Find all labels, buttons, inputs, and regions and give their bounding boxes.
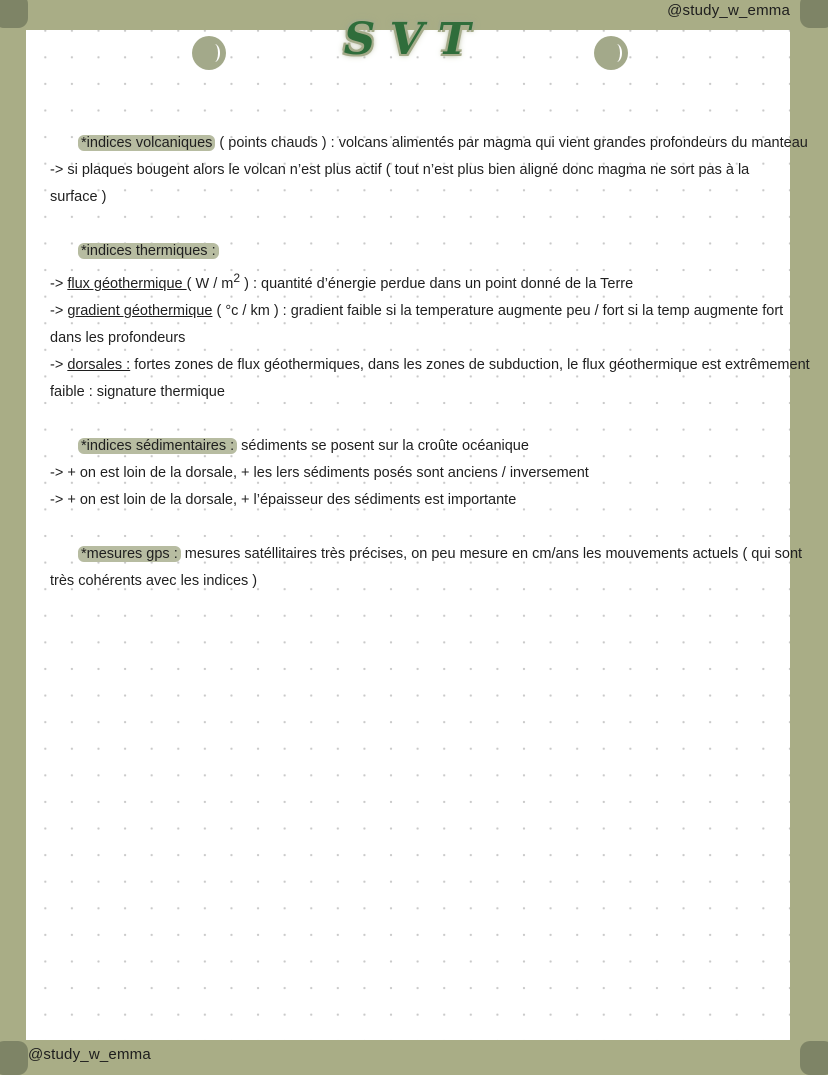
arrow: -> bbox=[50, 302, 68, 319]
bullet-line bbox=[50, 265, 792, 298]
text-line: faible : signature thermique bbox=[50, 383, 225, 400]
section-gps bbox=[50, 541, 803, 595]
bullet-line bbox=[50, 298, 792, 325]
text: ( W / m bbox=[186, 275, 234, 292]
term: flux géothermique bbox=[67, 275, 187, 292]
decorative-circle-icon bbox=[594, 36, 628, 70]
bullet-star: * bbox=[81, 135, 87, 151]
text: ( °c / km ) : gradient faible si la temperature augmente peu / fort si la temp augmente fort bbox=[212, 302, 784, 319]
frame-corner bbox=[0, 1041, 28, 1075]
text: mesures satéllitaires très précises, on peu mesure en cm/ans les mouvements actuels ( qui sont bbox=[180, 545, 803, 562]
bullet-star: * bbox=[81, 243, 87, 259]
arrow: -> bbox=[50, 275, 68, 292]
page-title: SVT bbox=[343, 14, 485, 65]
text: fortes zones de flux géothermiques, dans les zones de subduction, le flux géothermique est extrêmement bbox=[130, 356, 810, 373]
bullet-line bbox=[50, 352, 810, 379]
section-heading-line bbox=[50, 130, 808, 157]
section-heading bbox=[78, 243, 219, 259]
frame-corner bbox=[0, 0, 28, 28]
frame-corner bbox=[800, 1041, 828, 1075]
author-handle-bottom: @study_w_emma bbox=[28, 1046, 151, 1063]
text: ) : quantité d’énergie perdue dans un point donné de la Terre bbox=[240, 275, 634, 292]
decorative-circle-icon bbox=[192, 36, 226, 70]
bullet-star: * bbox=[81, 545, 87, 562]
notes-body bbox=[50, 130, 810, 622]
section-sedimentary bbox=[50, 433, 792, 514]
term: dorsales : bbox=[67, 356, 131, 373]
heading-text: mesures gps : bbox=[86, 545, 178, 562]
bullet-star: * bbox=[81, 437, 87, 454]
superscript: 2 bbox=[233, 271, 241, 285]
section-heading-line bbox=[50, 238, 792, 265]
heading-text: indices volcaniques bbox=[86, 135, 213, 151]
text-line: dans les profondeurs bbox=[50, 329, 186, 346]
section-volcanic bbox=[50, 130, 808, 211]
text-line: très cohérents avec les indices ) bbox=[50, 572, 258, 589]
text-line: surface ) bbox=[50, 189, 107, 205]
text: ( points chauds ) : volcans alimentés par magma qui vient grandes profondeurs du manteau bbox=[215, 135, 808, 151]
section-thermal bbox=[50, 238, 810, 406]
section-heading bbox=[78, 135, 215, 151]
frame-corner bbox=[800, 0, 828, 28]
section-heading-line bbox=[50, 541, 803, 568]
section-heading-line bbox=[50, 433, 792, 460]
text-line: -> si plaques bougent alors le volcan n’est plus actif ( tout n’est plus bien aligné donc magma ne sort pas à la bbox=[50, 162, 750, 178]
section-heading bbox=[78, 546, 181, 562]
text-line: -> + on est loin de la dorsale, + les lers sédiments posés sont anciens / inversement bbox=[50, 464, 589, 481]
text: sédiments se posent sur la croûte océanique bbox=[237, 437, 529, 454]
heading-text: indices sédimentaires : bbox=[86, 437, 235, 454]
text-line: -> + on est loin de la dorsale, + l’épaisseur des sédiments est importante bbox=[50, 491, 517, 508]
arrow: -> bbox=[50, 356, 68, 373]
author-handle-top: @study_w_emma bbox=[667, 2, 790, 19]
heading-text: indices thermiques : bbox=[86, 243, 216, 259]
term: gradient géothermique bbox=[67, 302, 213, 319]
page-title-banner bbox=[192, 14, 642, 76]
section-heading bbox=[78, 438, 237, 454]
